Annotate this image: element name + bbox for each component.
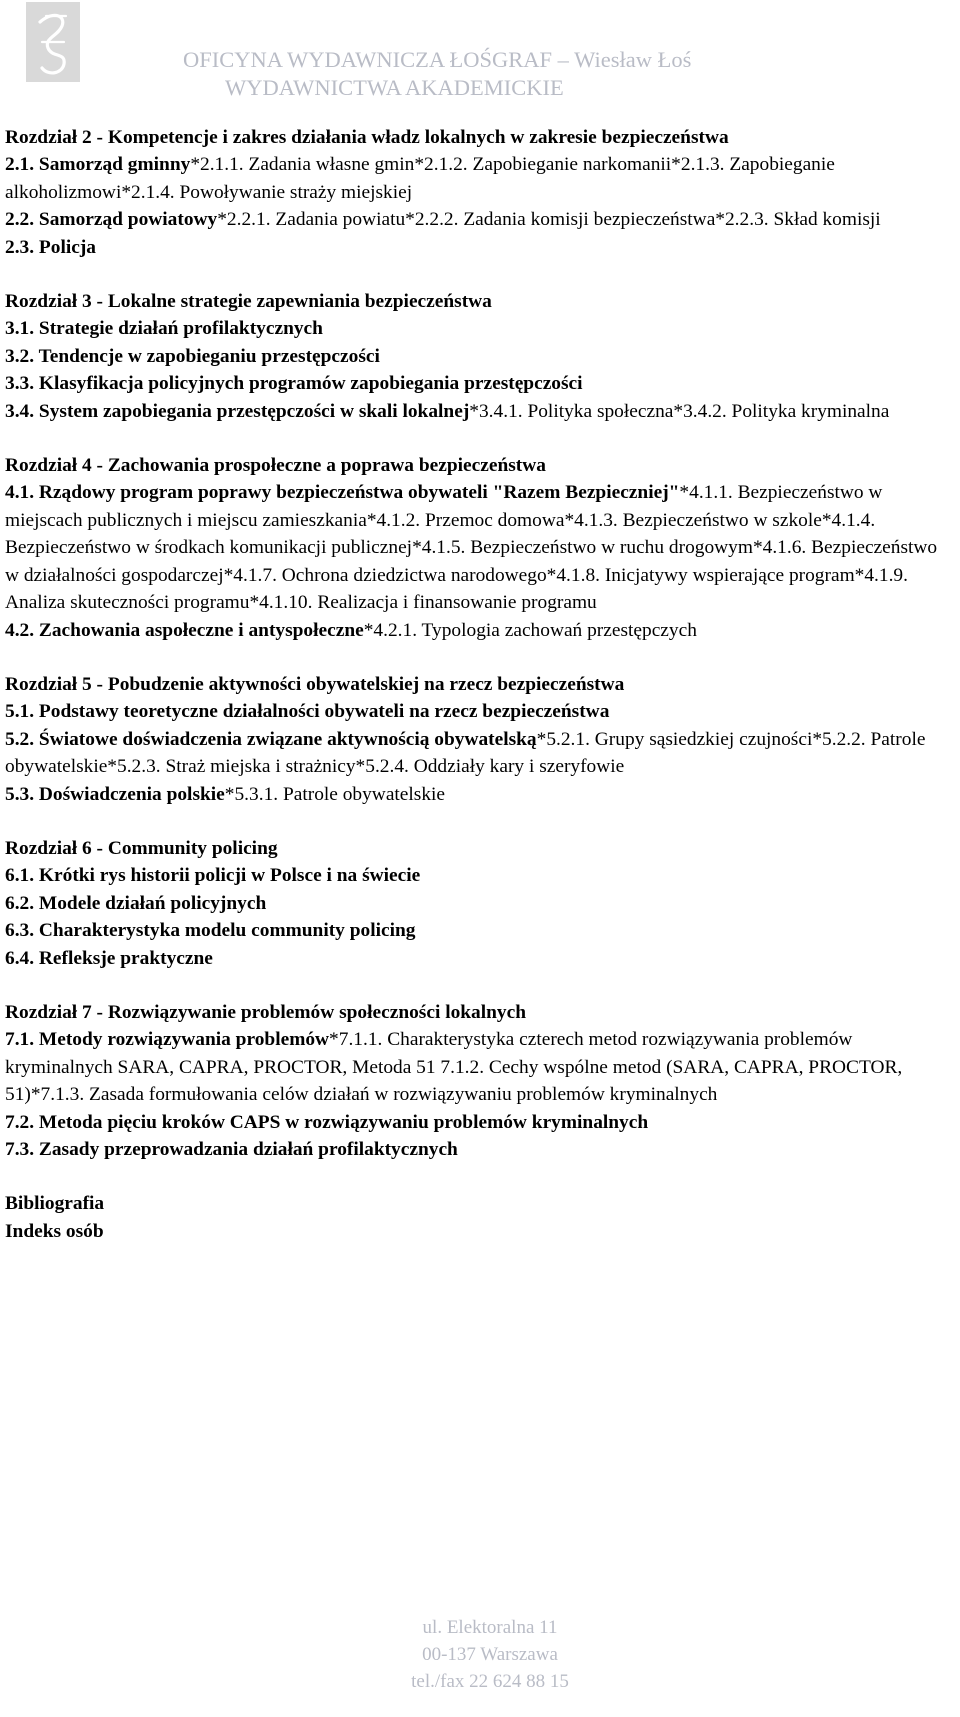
toc-entry: [5, 781, 955, 808]
toc-entry-subsections: *4.2.1. Typologia zachowań przestępczych: [363, 619, 697, 641]
toc-entry-title: 7.3. Zasady przeprowadzania działań profilaktycznych: [5, 1139, 458, 1160]
logo-mark: [26, 2, 80, 82]
page-header: [0, 0, 960, 110]
toc-entry-title: 6.1. Krótki rys historii policji w Polsce i na świecie: [5, 865, 421, 887]
toc-entry: [5, 1026, 955, 1108]
chapter-section: [5, 1190, 955, 1245]
toc-entry: [5, 617, 955, 644]
table-of-contents: [5, 124, 955, 1245]
chapter-section: [5, 288, 955, 425]
toc-entry-title: Rozdział 7 - Rozwiązywanie problemów społeczności lokalnych: [5, 1001, 527, 1023]
toc-entry-title: 3.4. System zapobiegania przestępczości w skali lokalnej: [5, 400, 470, 422]
chapter-heading: [5, 124, 955, 151]
footer-address-city: 00-137 Warszawa: [422, 1644, 558, 1665]
toc-entry-title: 4.1. Rządowy program poprawy bezpieczeństwa obywateli "Razem Bezpieczniej": [5, 482, 680, 504]
toc-entry-subsections: *5.3.1. Patrole obywatelskie: [224, 783, 446, 805]
toc-entry-title: 6.4. Refleksje praktyczne: [5, 947, 213, 969]
toc-entry: [5, 890, 955, 917]
toc-entry: [5, 370, 955, 397]
chapter-heading: [5, 1190, 955, 1217]
toc-entry: [5, 315, 955, 342]
toc-entry-title: Rozdział 5 - Pobudzenie aktywności obywatelskiej na rzecz bezpieczeństwa: [5, 673, 625, 695]
toc-entry: [5, 479, 955, 616]
toc-entry: [5, 343, 955, 370]
toc-entry-title: 3.2. Tendencje w zapobieganiu przestępczości: [5, 345, 380, 367]
toc-entry-title: 6.2. Modele działań policyjnych: [5, 892, 267, 914]
publisher-logo-icon: [26, 2, 80, 82]
toc-entry-title: 5.2. Światowe doświadczenia związane aktywnością obywatelską: [5, 728, 537, 750]
chapter-heading: [5, 671, 955, 698]
chapter-heading: [5, 999, 955, 1026]
chapter-section: [5, 124, 955, 261]
toc-entry: [5, 398, 955, 425]
toc-entry-title: 3.3. Klasyfikacja policyjnych programów zapobiegania przestępczości: [5, 373, 583, 395]
toc-entry: [5, 726, 955, 781]
chapter-heading: [5, 452, 955, 479]
toc-entry-title: Rozdział 6 - Community policing: [5, 837, 278, 859]
toc-entry: [5, 917, 955, 944]
chapter-section: [5, 835, 955, 972]
toc-entry-subsections: *7.1.1. Charakterystyka czterech metod rozwiązywania problemów kryminalnych SARA, CAPRA, PROCTOR, Metoda 51 7.1.2. Cechy wspólne metod (SARA, CAPRA, PROCTOR, 51)*7.1.3. Zasada formułowania celów działań w rozwiązywaniu problemów kryminalnych: [5, 1029, 903, 1106]
toc-entry: [5, 206, 955, 233]
toc-entry: [5, 1109, 955, 1136]
toc-entry-title: 2.1. Samorząd gminny: [5, 154, 191, 176]
publisher-name: [183, 46, 943, 102]
toc-entry: [5, 151, 955, 206]
toc-entry-title: Rozdział 3 - Lokalne strategie zapewniania bezpieczeństwa: [5, 291, 492, 313]
toc-entry: [5, 862, 955, 889]
toc-entry-title: Bibliografia: [5, 1193, 105, 1215]
chapter-heading: [5, 288, 955, 315]
toc-entry-subsections: *5.2.1. Grupy sąsiedzkiej czujności*5.2.2. Patrole obywatelskie*5.2.3. Straż miejska i strażnicy*5.2.4. Oddziały kary i szeryfowie: [5, 728, 926, 778]
toc-entry-subsections: *3.4.1. Polityka społeczna*3.4.2. Polityka kryminalna: [469, 400, 890, 422]
toc-entry-title: 7.1. Metody rozwiązywania problemów: [5, 1029, 330, 1051]
publisher-line-1: OFICYNA WYDAWNICZA ŁOŚGRAF – Wiesław Łoś: [183, 47, 692, 72]
toc-entry-title: Rozdział 4 - Zachowania prospołeczne a poprawa bezpieczeństwa: [5, 455, 546, 477]
page-footer: [0, 1614, 960, 1695]
toc-entry-title: 2.2. Samorząd powiatowy: [5, 209, 218, 231]
toc-entry-subsections: *2.2.1. Zadania powiatu*2.2.2. Zadania komisji bezpieczeństwa*2.2.3. Skład komisji: [217, 209, 881, 231]
toc-entry-title: 5.3. Doświadczenia polskie: [5, 783, 225, 805]
chapter-section: [5, 452, 955, 644]
toc-entry-title: 2.3. Policja: [5, 236, 97, 258]
footer-address-street: ul. Elektoralna 11: [422, 1617, 558, 1638]
chapter-section: [5, 671, 955, 808]
toc-entry: [5, 698, 955, 725]
toc-entry-title: Rozdział 2 - Kompetencje i zakres działania władz lokalnych w zakresie bezpieczeństwa: [5, 127, 729, 148]
toc-entry-title: Indeks osób: [5, 1220, 104, 1242]
toc-entry: [5, 234, 955, 261]
toc-entry-subsections: *4.1.1. Bezpieczeństwo w miejscach publicznych i miejscu zamieszkania*4.1.2. Przemoc domowa*4.1.3. Bezpieczeństwo w szkole*4.1.4. Bezpieczeństwo w środkach komunikacji publicznej*4.1.5. Bezpieczeństwo w ruchu drogowym*4.1.6. Bezpieczeństwo w działalności gospodarczej*4.1.7. Ochrona dziedzictwa narodowego*4.1.8. Inicjatywy wspierające program*4.1.9. Analiza skuteczności programu*4.1.10. Realizacja i finansowanie programu: [5, 482, 938, 614]
chapter-section: [5, 999, 955, 1163]
toc-entry-title: 5.1. Podstawy teoretyczne działalności obywateli na rzecz bezpieczeństwa: [5, 701, 610, 723]
toc-entry-title: 7.2. Metoda pięciu kroków CAPS w rozwiązywaniu problemów kryminalnych: [5, 1111, 649, 1133]
toc-entry-title: 4.2. Zachowania aspołeczne i antyspołeczne: [5, 619, 364, 641]
toc-entry-title: 6.3. Charakterystyka modelu community policing: [5, 920, 416, 942]
toc-entry: [5, 1136, 955, 1163]
toc-entry-subsections: *2.1.1. Zadania własne gmin*2.1.2. Zapobieganie narkomanii*2.1.3. Zapobieganie alkoholizmowi*2.1.4. Powoływanie straży miejskiej: [5, 154, 835, 203]
footer-phone: tel./fax 22 624 88 15: [411, 1671, 569, 1692]
toc-entry: [5, 1218, 955, 1245]
toc-entry: [5, 945, 955, 972]
toc-entry-title: 3.1. Strategie działań profilaktycznych: [5, 318, 323, 340]
publisher-line-2: WYDAWNICTWA AKADEMICKIE: [225, 75, 564, 100]
chapter-heading: [5, 835, 955, 862]
